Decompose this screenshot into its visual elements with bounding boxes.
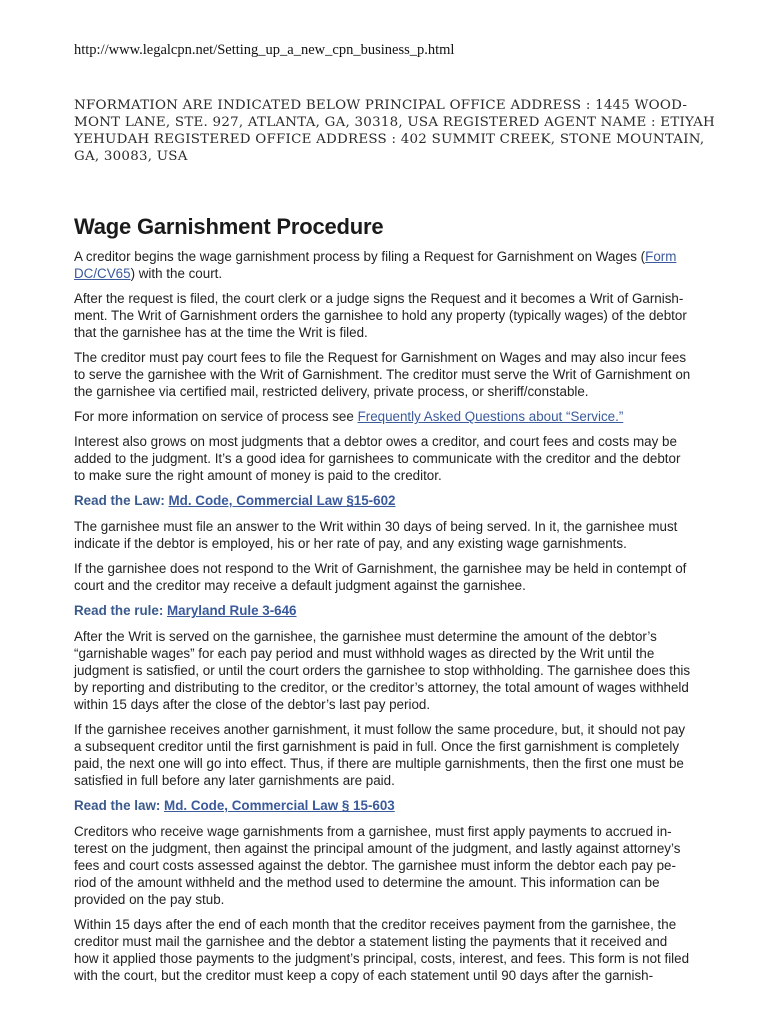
source-url: http://www.legalcpn.net/Setting_up_a_new_cpn_business_p.html <box>74 42 455 58</box>
law-label: Read the rule: <box>74 603 168 618</box>
law-label: Read the Law: <box>74 493 169 508</box>
read-the-law <box>74 492 694 509</box>
paragraph-text: For more information on service of process see <box>74 409 358 424</box>
paragraph: The creditor must pay court fees to file the Request for Garnishment on Wages and may also incur fees to serve the garnishee with the Writ of Garnishment. The creditor must serve the Writ of Garnishment on the garnishee via certified mail, restricted delivery, private process, or sheriff/constable. <box>74 350 691 399</box>
paragraph: Within 15 days after the end of each month that the creditor receives payment from the garnishee, the creditor must mail the garnishee and the debtor a statement listing the payments that it received and how it applied those payments to the judgment’s principal, costs, interest, and fees. This form is not filed with the court, but the creditor must keep a copy of each statement until 90 days after the garnish- <box>74 917 690 983</box>
paragraph: Creditors who receive wage garnishments from a garnishee, must first apply payments to accrued in-terest on the judgment, then against the principal amount of the judgment, and lastly against attorney’s fees and court costs assessed against the debtor. The garnishee must inform the debtor each pay pe-riod of the amount withheld and the method used to determine the amount. This information can be provided on the pay stub. <box>74 824 681 907</box>
paragraph: If the garnishee does not respond to the Writ of Garnishment, the garnishee may be held in contempt of court and the creditor may receive a default judgment against the garnishee. <box>74 561 687 593</box>
paragraph-text: ) with the court. <box>130 266 223 281</box>
paragraph: The garnishee must file an answer to the Writ within 30 days of being served. In it, the garnishee must indicate if the debtor is employed, his or her rate of pay, and any existing wage garnishments. <box>74 519 678 551</box>
service-faq-link[interactable]: Frequently Asked Questions about “Service.” <box>357 409 624 424</box>
commercial-law-15-602-link[interactable]: Md. Code, Commercial Law §15-602 <box>168 493 396 508</box>
article <box>74 214 694 992</box>
paragraph-text: A creditor begins the wage garnishment process by filing a Request for Garnishment on Wages ( <box>74 249 646 264</box>
paragraph: After the request is filed, the court clerk or a judge signs the Request and it becomes a Writ of Garnish-ment. The Writ of Garnishment orders the garnishee to hold any property (typically wages) of the debtor that the garnishee has at the time the Writ is filed. <box>74 291 687 340</box>
paragraph: Interest also grows on most judgments that a debtor owes a creditor, and court fees and costs may be added to the judgment. It’s a good idea for garnishees to communicate with the creditor and the debtor to make sure the right amount of money is paid to the creditor. <box>74 434 681 483</box>
paragraph: After the Writ is served on the garnishee, the garnishee must determine the amount of the debtor’s “garnishable wages” for each pay period and must withhold wages as directed by the Writ until the judgment is satisfied, or until the court orders the garnishee to stop withholding. The garnishee does this by reporting and distributing to the creditor, or the creditor’s attorney, the total amount of wages withheld within 15 days after the close of the debtor’s last pay period. <box>74 629 691 712</box>
paragraph <box>74 408 694 425</box>
notice-line: NFORMATION ARE INDICATED BELOW PRINCIPAL OFFICE ADDRESS : 1445 WOOD- <box>74 98 688 113</box>
notice-line: GA, 30083, USA <box>74 149 188 164</box>
form-dc-cv65-link[interactable]: Form DC/CV65 <box>74 249 677 281</box>
paragraph: If the garnishee receives another garnishment, it must follow the same procedure, but, it should not pay a subsequent creditor until the first garnishment is paid in full. Once the first garnishment is completely paid, the next one will go into effect. Thus, if there are multiple garnishments, then the first one must be satisfied in full before any later garnishments are paid. <box>74 722 686 788</box>
commercial-law-15-603-link[interactable]: Md. Code, Commercial Law § 15-603 <box>164 798 395 813</box>
paragraph <box>74 248 694 282</box>
read-the-rule <box>74 602 694 619</box>
law-label: Read the law: <box>74 798 165 813</box>
page-title: Wage Garnishment Procedure <box>74 214 384 239</box>
read-the-law <box>74 797 694 814</box>
registration-notice <box>74 97 715 165</box>
notice-line: MONT LANE, STE. 927, ATLANTA, GA, 30318, USA REGISTERED AGENT NAME : ETIYAH <box>74 115 715 130</box>
maryland-rule-3-646-link[interactable]: Maryland Rule 3-646 <box>167 603 297 618</box>
notice-line: YEHUDAH REGISTERED OFFICE ADDRESS : 402 SUMMIT CREEK, STONE MOUNTAIN, <box>74 132 705 147</box>
